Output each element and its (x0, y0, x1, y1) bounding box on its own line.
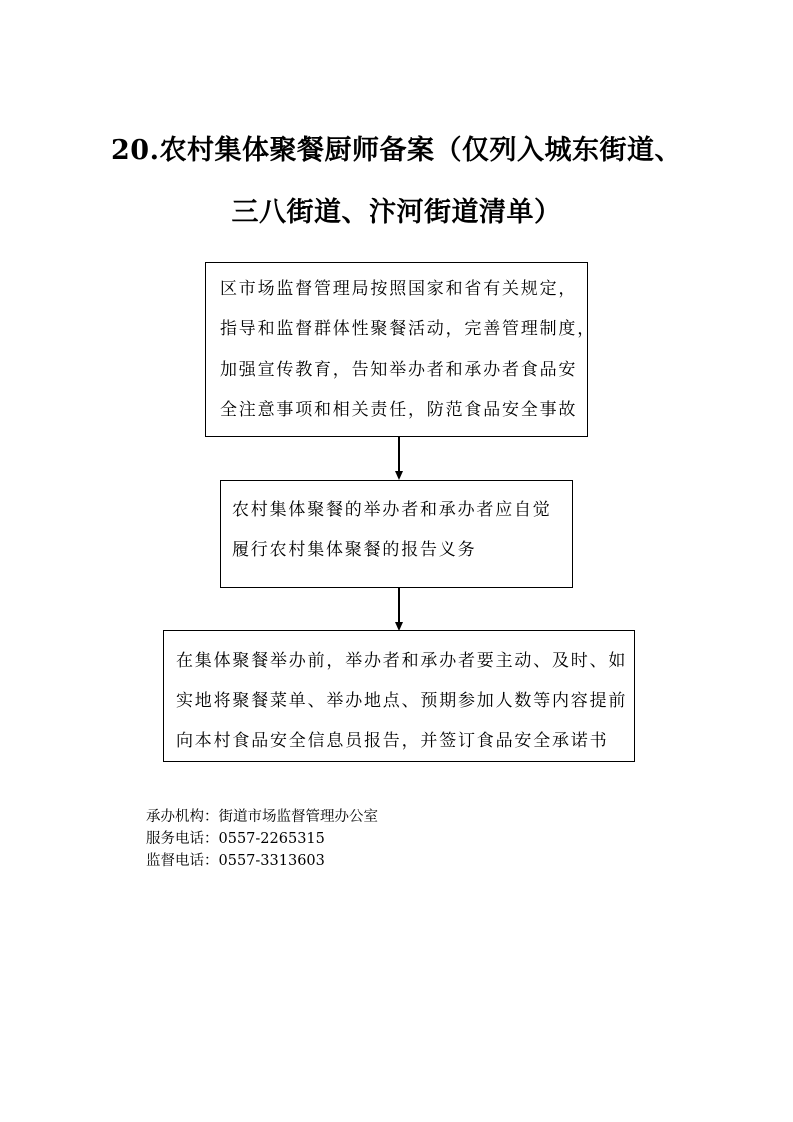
flow-step-2-text-line: 农村集体聚餐的举办者和承办者应自觉 (232, 500, 552, 520)
flow-step-1-text-line: 加强宣传教育，告知举办者和承办者食品安 (220, 360, 578, 380)
flow-step-1-text-line: 区市场监督管理局按照国家和省有关规定， (220, 279, 578, 299)
flow-step-1-text-line: 全注意事项和相关责任，防范食品安全事故 (220, 400, 578, 420)
contact-supervision-value: 0557-3313603 (218, 853, 325, 869)
contact-service-value: 0557-2265315 (218, 831, 325, 847)
flow-step-3-text-line: 向本村食品安全信息员报告，并签订食品安全承诺书 (176, 731, 609, 751)
page-title-line-2: 三八街道、汴河街道清单） (231, 197, 562, 228)
flow-step-3-text-line: 实地将聚餐菜单、举办地点、预期参加人数等内容提前 (176, 691, 628, 711)
flow-step-1-box (205, 262, 596, 437)
flow-step-3-text-line: 在集体聚餐举办前，举办者和承办者要主动、及时、如 (176, 651, 628, 671)
contact-service-label: 服务电话： (146, 831, 219, 847)
flow-step-2-box (220, 480, 573, 588)
flow-step-3-box (163, 630, 635, 762)
contact-supervision-phone (146, 852, 325, 870)
arrow-down-icon (395, 471, 403, 480)
flow-arrow-2-shaft (398, 588, 400, 623)
flow-arrow-1-shaft (398, 437, 400, 472)
page-title-line-1: 20.农村集体聚餐厨师备案（仅列入城东街道、 (111, 135, 682, 166)
contact-office-value: 街道市场监督管理办公室 (218, 809, 378, 825)
contact-service-phone (146, 830, 325, 848)
contact-office-label: 承办机构： (146, 809, 219, 825)
flow-step-2-text-line: 履行农村集体聚餐的报告义务 (232, 540, 477, 560)
flow-step-1-text-line: 指导和监督群体性聚餐活动，完善管理制度， (220, 319, 596, 339)
contact-office (146, 808, 378, 826)
contact-supervision-label: 监督电话： (146, 853, 219, 869)
